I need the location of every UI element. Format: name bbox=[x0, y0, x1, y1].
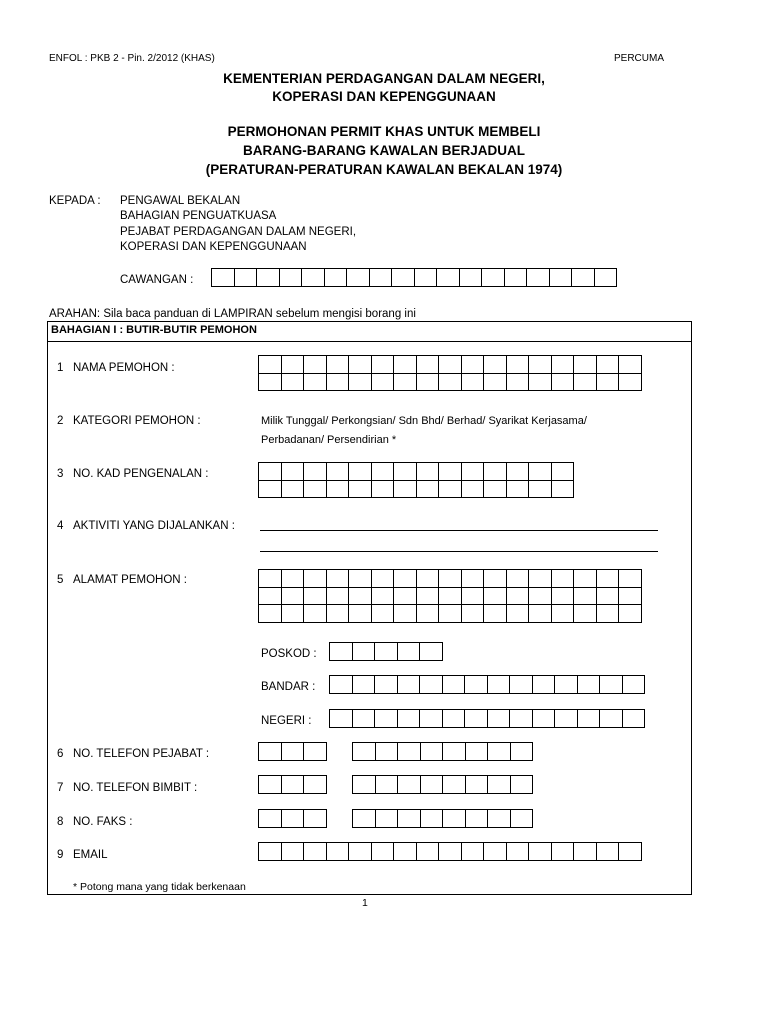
input-cell[interactable] bbox=[393, 373, 417, 392]
addressee-line2: BAHAGIAN PENGUATKUASA bbox=[120, 210, 277, 222]
input-cell[interactable] bbox=[510, 809, 534, 828]
box-row[interactable] bbox=[353, 743, 533, 761]
input-cell[interactable] bbox=[419, 675, 443, 694]
input-cell[interactable] bbox=[256, 268, 280, 287]
form-title-line1: PERMOHONAN PERMIT KHAS UNTUK MEMBELI bbox=[227, 124, 541, 139]
input-cell[interactable] bbox=[487, 775, 511, 794]
input-cell[interactable] bbox=[506, 355, 530, 374]
input-cell[interactable] bbox=[487, 709, 511, 728]
input-cell[interactable] bbox=[596, 842, 620, 861]
input-cell[interactable] bbox=[487, 675, 511, 694]
input-cell[interactable] bbox=[393, 587, 417, 606]
input-cell[interactable] bbox=[234, 268, 258, 287]
input-cell[interactable] bbox=[554, 675, 578, 694]
input-cell[interactable] bbox=[279, 268, 303, 287]
input-cell[interactable] bbox=[551, 373, 575, 392]
input-cell[interactable] bbox=[438, 480, 462, 499]
input-cell[interactable] bbox=[258, 775, 282, 794]
input-cell[interactable] bbox=[461, 355, 485, 374]
branch-box-row[interactable] bbox=[212, 269, 617, 287]
input-cell[interactable] bbox=[397, 642, 421, 661]
input-cell[interactable] bbox=[506, 480, 530, 499]
field-4-number: 4 bbox=[57, 520, 64, 532]
box-row[interactable] bbox=[330, 710, 645, 728]
price-tag: PERCUMA bbox=[614, 53, 665, 64]
input-cell[interactable] bbox=[348, 587, 372, 606]
address-boxes[interactable] bbox=[259, 570, 642, 623]
input-cell[interactable] bbox=[481, 268, 505, 287]
input-cell[interactable] bbox=[393, 842, 417, 861]
input-cell[interactable] bbox=[326, 373, 350, 392]
input-cell[interactable] bbox=[461, 587, 485, 606]
box-row[interactable] bbox=[353, 810, 533, 828]
page-number: 1 bbox=[362, 897, 368, 909]
input-cell[interactable] bbox=[436, 268, 460, 287]
input-cell[interactable] bbox=[596, 373, 620, 392]
input-cell[interactable] bbox=[326, 604, 350, 623]
input-cell[interactable] bbox=[461, 569, 485, 588]
input-cell[interactable] bbox=[596, 604, 620, 623]
input-cell[interactable] bbox=[487, 742, 511, 761]
input-cell[interactable] bbox=[258, 742, 282, 761]
activity-line-2[interactable] bbox=[260, 551, 658, 552]
input-cell[interactable] bbox=[374, 709, 398, 728]
input-cell[interactable] bbox=[509, 675, 533, 694]
input-cell[interactable] bbox=[391, 268, 415, 287]
input-cell[interactable] bbox=[419, 709, 443, 728]
input-cell[interactable] bbox=[506, 373, 530, 392]
input-cell[interactable] bbox=[281, 355, 305, 374]
input-cell[interactable] bbox=[551, 569, 575, 588]
city-boxes[interactable] bbox=[330, 676, 645, 694]
input-cell[interactable] bbox=[375, 809, 399, 828]
input-cell[interactable] bbox=[374, 642, 398, 661]
input-cell[interactable] bbox=[371, 587, 395, 606]
box-row[interactable] bbox=[259, 570, 642, 588]
input-cell[interactable] bbox=[504, 268, 528, 287]
input-cell[interactable] bbox=[393, 480, 417, 499]
input-cell[interactable] bbox=[461, 373, 485, 392]
input-cell[interactable] bbox=[461, 462, 485, 481]
postcode-boxes[interactable] bbox=[330, 643, 443, 661]
section-title: BAHAGIAN I : BUTIR-BUTIR PEMOHON bbox=[51, 324, 257, 336]
input-cell[interactable] bbox=[483, 373, 507, 392]
input-cell[interactable] bbox=[528, 569, 552, 588]
field-1-label: NAMA PEMOHON : bbox=[73, 362, 175, 374]
input-cell[interactable] bbox=[438, 355, 462, 374]
office-phone-number-boxes[interactable] bbox=[353, 743, 533, 761]
addressee-line4: KOPERASI DAN KEPENGGUNAAN bbox=[120, 241, 307, 253]
field-7-label: NO. TELEFON BIMBIT : bbox=[73, 782, 198, 794]
input-cell[interactable] bbox=[483, 462, 507, 481]
input-cell[interactable] bbox=[326, 462, 350, 481]
input-cell[interactable] bbox=[506, 587, 530, 606]
input-cell[interactable] bbox=[509, 709, 533, 728]
input-cell[interactable] bbox=[352, 675, 376, 694]
input-cell[interactable] bbox=[506, 604, 530, 623]
input-cell[interactable] bbox=[528, 373, 552, 392]
box-row[interactable] bbox=[259, 605, 642, 623]
field-3-label: NO. KAD PENGENALAN : bbox=[73, 468, 209, 480]
input-cell[interactable] bbox=[510, 775, 534, 794]
email-boxes[interactable] bbox=[259, 843, 642, 861]
input-cell[interactable] bbox=[397, 709, 421, 728]
mobile-phone-prefix-boxes[interactable] bbox=[259, 776, 327, 794]
input-cell[interactable] bbox=[464, 709, 488, 728]
input-cell[interactable] bbox=[438, 462, 462, 481]
input-cell[interactable] bbox=[326, 842, 350, 861]
input-cell[interactable] bbox=[594, 268, 618, 287]
field-3-number: 3 bbox=[57, 468, 64, 480]
state-label: NEGERI : bbox=[261, 715, 312, 727]
field-2-label: KATEGORI PEMOHON : bbox=[73, 415, 201, 427]
input-cell[interactable] bbox=[573, 587, 597, 606]
input-cell[interactable] bbox=[258, 842, 282, 861]
input-cell[interactable] bbox=[371, 462, 395, 481]
input-cell[interactable] bbox=[303, 809, 327, 828]
input-cell[interactable] bbox=[577, 709, 601, 728]
input-cell[interactable] bbox=[371, 604, 395, 623]
input-cell[interactable] bbox=[420, 809, 444, 828]
office-phone-prefix-boxes[interactable] bbox=[259, 743, 327, 761]
input-cell[interactable] bbox=[369, 268, 393, 287]
ministry-name-line2: KOPERASI DAN KEPENGGUNAAN bbox=[272, 89, 496, 104]
input-cell[interactable] bbox=[303, 587, 327, 606]
field-9-number: 9 bbox=[57, 849, 64, 861]
input-cell[interactable] bbox=[416, 373, 440, 392]
input-cell[interactable] bbox=[573, 355, 597, 374]
field-5-number: 5 bbox=[57, 574, 64, 586]
input-cell[interactable] bbox=[551, 587, 575, 606]
input-cell[interactable] bbox=[393, 604, 417, 623]
input-cell[interactable] bbox=[551, 462, 575, 481]
addressee-line1: PENGAWAL BEKALAN bbox=[120, 195, 241, 207]
category-options-line1[interactable]: Milik Tunggal/ Perkongsian/ Sdn Bhd/ Berhad/ Syarikat Kerjasama/ bbox=[261, 415, 587, 427]
input-cell[interactable] bbox=[303, 462, 327, 481]
input-cell[interactable] bbox=[596, 355, 620, 374]
input-cell[interactable] bbox=[375, 742, 399, 761]
field-8-number: 8 bbox=[57, 816, 64, 828]
input-cell[interactable] bbox=[346, 268, 370, 287]
mobile-phone-number-boxes[interactable] bbox=[353, 776, 533, 794]
input-cell[interactable] bbox=[303, 480, 327, 499]
input-cell[interactable] bbox=[483, 604, 507, 623]
input-cell[interactable] bbox=[303, 842, 327, 861]
input-cell[interactable] bbox=[348, 373, 372, 392]
input-cell[interactable] bbox=[438, 569, 462, 588]
postcode-label: POSKOD : bbox=[261, 648, 317, 660]
input-cell[interactable] bbox=[258, 587, 282, 606]
input-cell[interactable] bbox=[393, 355, 417, 374]
input-cell[interactable] bbox=[329, 709, 353, 728]
input-cell[interactable] bbox=[551, 604, 575, 623]
branch-label: CAWANGAN : bbox=[120, 274, 194, 286]
input-cell[interactable] bbox=[465, 809, 489, 828]
input-cell[interactable] bbox=[599, 675, 623, 694]
input-cell[interactable] bbox=[416, 604, 440, 623]
input-cell[interactable] bbox=[573, 604, 597, 623]
input-cell[interactable] bbox=[618, 355, 642, 374]
form-title-line2: BARANG-BARANG KAWALAN BERJADUAL bbox=[243, 143, 525, 158]
state-boxes[interactable] bbox=[330, 710, 645, 728]
input-cell[interactable] bbox=[416, 480, 440, 499]
ic-number-boxes[interactable] bbox=[259, 463, 574, 498]
input-cell[interactable] bbox=[397, 742, 421, 761]
input-cell[interactable] bbox=[596, 587, 620, 606]
input-cell[interactable] bbox=[326, 587, 350, 606]
input-cell[interactable] bbox=[618, 373, 642, 392]
fax-prefix-boxes[interactable] bbox=[259, 810, 327, 828]
input-cell[interactable] bbox=[551, 480, 575, 499]
input-cell[interactable] bbox=[506, 842, 530, 861]
ministry-name-line1: KEMENTERIAN PERDAGANGAN DALAM NEGERI, bbox=[223, 71, 545, 86]
input-cell[interactable] bbox=[420, 742, 444, 761]
input-cell[interactable] bbox=[258, 569, 282, 588]
input-cell[interactable] bbox=[459, 268, 483, 287]
input-cell[interactable] bbox=[442, 775, 466, 794]
input-cell[interactable] bbox=[393, 462, 417, 481]
box-row[interactable] bbox=[353, 776, 533, 794]
input-cell[interactable] bbox=[487, 809, 511, 828]
input-cell[interactable] bbox=[618, 587, 642, 606]
input-cell[interactable] bbox=[483, 480, 507, 499]
box-row[interactable] bbox=[259, 374, 642, 392]
input-cell[interactable] bbox=[599, 709, 623, 728]
addressee-label: KEPADA : bbox=[49, 195, 101, 207]
input-cell[interactable] bbox=[258, 373, 282, 392]
input-cell[interactable] bbox=[549, 268, 573, 287]
input-cell[interactable] bbox=[618, 604, 642, 623]
input-cell[interactable] bbox=[397, 775, 421, 794]
input-cell[interactable] bbox=[573, 373, 597, 392]
input-cell[interactable] bbox=[465, 775, 489, 794]
input-cell[interactable] bbox=[461, 480, 485, 499]
box-row[interactable] bbox=[259, 743, 327, 761]
field-8-label: NO. FAKS : bbox=[73, 816, 133, 828]
input-cell[interactable] bbox=[438, 587, 462, 606]
input-cell[interactable] bbox=[442, 809, 466, 828]
box-row[interactable] bbox=[259, 356, 642, 374]
field-7-number: 7 bbox=[57, 782, 64, 794]
input-cell[interactable] bbox=[483, 842, 507, 861]
input-cell[interactable] bbox=[303, 569, 327, 588]
input-cell[interactable] bbox=[326, 480, 350, 499]
input-cell[interactable] bbox=[506, 462, 530, 481]
input-cell[interactable] bbox=[352, 709, 376, 728]
input-cell[interactable] bbox=[258, 355, 282, 374]
input-cell[interactable] bbox=[393, 569, 417, 588]
input-cell[interactable] bbox=[281, 569, 305, 588]
input-cell[interactable] bbox=[397, 675, 421, 694]
input-cell[interactable] bbox=[416, 355, 440, 374]
field-6-number: 6 bbox=[57, 748, 64, 760]
box-row[interactable] bbox=[259, 588, 642, 606]
input-cell[interactable] bbox=[528, 587, 552, 606]
input-cell[interactable] bbox=[596, 569, 620, 588]
input-cell[interactable] bbox=[258, 480, 282, 499]
input-cell[interactable] bbox=[551, 842, 575, 861]
input-cell[interactable] bbox=[571, 268, 595, 287]
input-cell[interactable] bbox=[211, 268, 235, 287]
input-cell[interactable] bbox=[416, 587, 440, 606]
box-row[interactable] bbox=[259, 810, 327, 828]
input-cell[interactable] bbox=[258, 809, 282, 828]
input-cell[interactable] bbox=[465, 742, 489, 761]
input-cell[interactable] bbox=[577, 675, 601, 694]
input-cell[interactable] bbox=[510, 742, 534, 761]
input-cell[interactable] bbox=[281, 462, 305, 481]
field-2-number: 2 bbox=[57, 415, 64, 427]
fax-number-boxes[interactable] bbox=[353, 810, 533, 828]
input-cell[interactable] bbox=[348, 569, 372, 588]
input-cell[interactable] bbox=[352, 809, 376, 828]
input-cell[interactable] bbox=[348, 462, 372, 481]
input-cell[interactable] bbox=[281, 809, 305, 828]
input-cell[interactable] bbox=[375, 775, 399, 794]
field-1-number: 1 bbox=[57, 362, 64, 374]
input-cell[interactable] bbox=[622, 709, 646, 728]
input-cell[interactable] bbox=[374, 675, 398, 694]
input-cell[interactable] bbox=[324, 268, 348, 287]
category-options-line2[interactable]: Perbadanan/ Persendirian * bbox=[261, 434, 397, 446]
input-cell[interactable] bbox=[551, 355, 575, 374]
field-4-label: AKTIVITI YANG DIJALANKAN : bbox=[73, 520, 235, 532]
input-cell[interactable] bbox=[532, 675, 556, 694]
input-cell[interactable] bbox=[461, 604, 485, 623]
input-cell[interactable] bbox=[303, 742, 327, 761]
footnote: * Potong mana yang tidak berkenaan bbox=[73, 881, 246, 893]
input-cell[interactable] bbox=[371, 569, 395, 588]
input-cell[interactable] bbox=[348, 604, 372, 623]
input-cell[interactable] bbox=[352, 775, 376, 794]
form-code: ENFOL : PKB 2 - Pin. 2/2012 (KHAS) bbox=[49, 53, 215, 64]
box-row[interactable] bbox=[330, 643, 443, 661]
input-cell[interactable] bbox=[554, 709, 578, 728]
input-cell[interactable] bbox=[528, 842, 552, 861]
input-cell[interactable] bbox=[622, 675, 646, 694]
input-cell[interactable] bbox=[442, 742, 466, 761]
input-cell[interactable] bbox=[419, 642, 443, 661]
input-cell[interactable] bbox=[438, 604, 462, 623]
input-cell[interactable] bbox=[573, 842, 597, 861]
input-cell[interactable] bbox=[371, 842, 395, 861]
input-cell[interactable] bbox=[416, 569, 440, 588]
input-cell[interactable] bbox=[528, 462, 552, 481]
input-cell[interactable] bbox=[303, 373, 327, 392]
input-cell[interactable] bbox=[329, 642, 353, 661]
input-cell[interactable] bbox=[618, 842, 642, 861]
input-cell[interactable] bbox=[281, 842, 305, 861]
input-cell[interactable] bbox=[461, 842, 485, 861]
input-cell[interactable] bbox=[526, 268, 550, 287]
input-cell[interactable] bbox=[303, 604, 327, 623]
input-cell[interactable] bbox=[483, 569, 507, 588]
input-cell[interactable] bbox=[371, 480, 395, 499]
box-row[interactable] bbox=[259, 463, 574, 481]
field-5-label: ALAMAT PEMOHON : bbox=[73, 574, 187, 586]
branch-input-boxes[interactable] bbox=[212, 269, 617, 287]
input-cell[interactable] bbox=[506, 569, 530, 588]
input-cell[interactable] bbox=[348, 480, 372, 499]
input-cell[interactable] bbox=[416, 462, 440, 481]
input-cell[interactable] bbox=[438, 373, 462, 392]
input-cell[interactable] bbox=[438, 842, 462, 861]
instruction-text: ARAHAN: Sila baca panduan di LAMPIRAN sebelum mengisi borang ini bbox=[49, 308, 416, 320]
input-cell[interactable] bbox=[371, 355, 395, 374]
input-cell[interactable] bbox=[258, 604, 282, 623]
input-cell[interactable] bbox=[416, 842, 440, 861]
input-cell[interactable] bbox=[303, 355, 327, 374]
box-row[interactable] bbox=[259, 481, 574, 499]
input-cell[interactable] bbox=[326, 355, 350, 374]
field-6-label: NO. TELEFON PEJABAT : bbox=[73, 748, 210, 760]
activity-line-1[interactable] bbox=[260, 530, 658, 531]
input-cell[interactable] bbox=[528, 355, 552, 374]
input-cell[interactable] bbox=[348, 842, 372, 861]
input-cell[interactable] bbox=[258, 462, 282, 481]
input-cell[interactable] bbox=[573, 569, 597, 588]
input-cell[interactable] bbox=[483, 355, 507, 374]
input-cell[interactable] bbox=[303, 775, 327, 794]
input-cell[interactable] bbox=[281, 604, 305, 623]
addressee-line3: PEJABAT PERDAGANGAN DALAM NEGERI, bbox=[120, 226, 357, 238]
input-cell[interactable] bbox=[442, 675, 466, 694]
input-cell[interactable] bbox=[281, 775, 305, 794]
input-cell[interactable] bbox=[371, 373, 395, 392]
input-cell[interactable] bbox=[464, 675, 488, 694]
input-cell[interactable] bbox=[281, 742, 305, 761]
input-cell[interactable] bbox=[352, 642, 376, 661]
applicant-name-boxes[interactable] bbox=[259, 356, 642, 391]
form-title-line3: (PERATURAN-PERATURAN KAWALAN BEKALAN 1974) bbox=[205, 162, 563, 177]
input-cell[interactable] bbox=[348, 355, 372, 374]
input-cell[interactable] bbox=[618, 569, 642, 588]
input-cell[interactable] bbox=[420, 775, 444, 794]
input-cell[interactable] bbox=[397, 809, 421, 828]
input-cell[interactable] bbox=[414, 268, 438, 287]
input-cell[interactable] bbox=[329, 675, 353, 694]
box-row[interactable] bbox=[330, 676, 645, 694]
input-cell[interactable] bbox=[326, 569, 350, 588]
city-label: BANDAR : bbox=[261, 681, 316, 693]
field-9-label: EMAIL bbox=[73, 849, 108, 861]
box-row[interactable] bbox=[259, 776, 327, 794]
input-cell[interactable] bbox=[281, 480, 305, 499]
input-cell[interactable] bbox=[301, 268, 325, 287]
input-cell[interactable] bbox=[528, 480, 552, 499]
input-cell[interactable] bbox=[532, 709, 556, 728]
input-cell[interactable] bbox=[528, 604, 552, 623]
box-row[interactable] bbox=[259, 843, 642, 861]
input-cell[interactable] bbox=[281, 373, 305, 392]
input-cell[interactable] bbox=[483, 587, 507, 606]
input-cell[interactable] bbox=[442, 709, 466, 728]
input-cell[interactable] bbox=[281, 587, 305, 606]
input-cell[interactable] bbox=[352, 742, 376, 761]
